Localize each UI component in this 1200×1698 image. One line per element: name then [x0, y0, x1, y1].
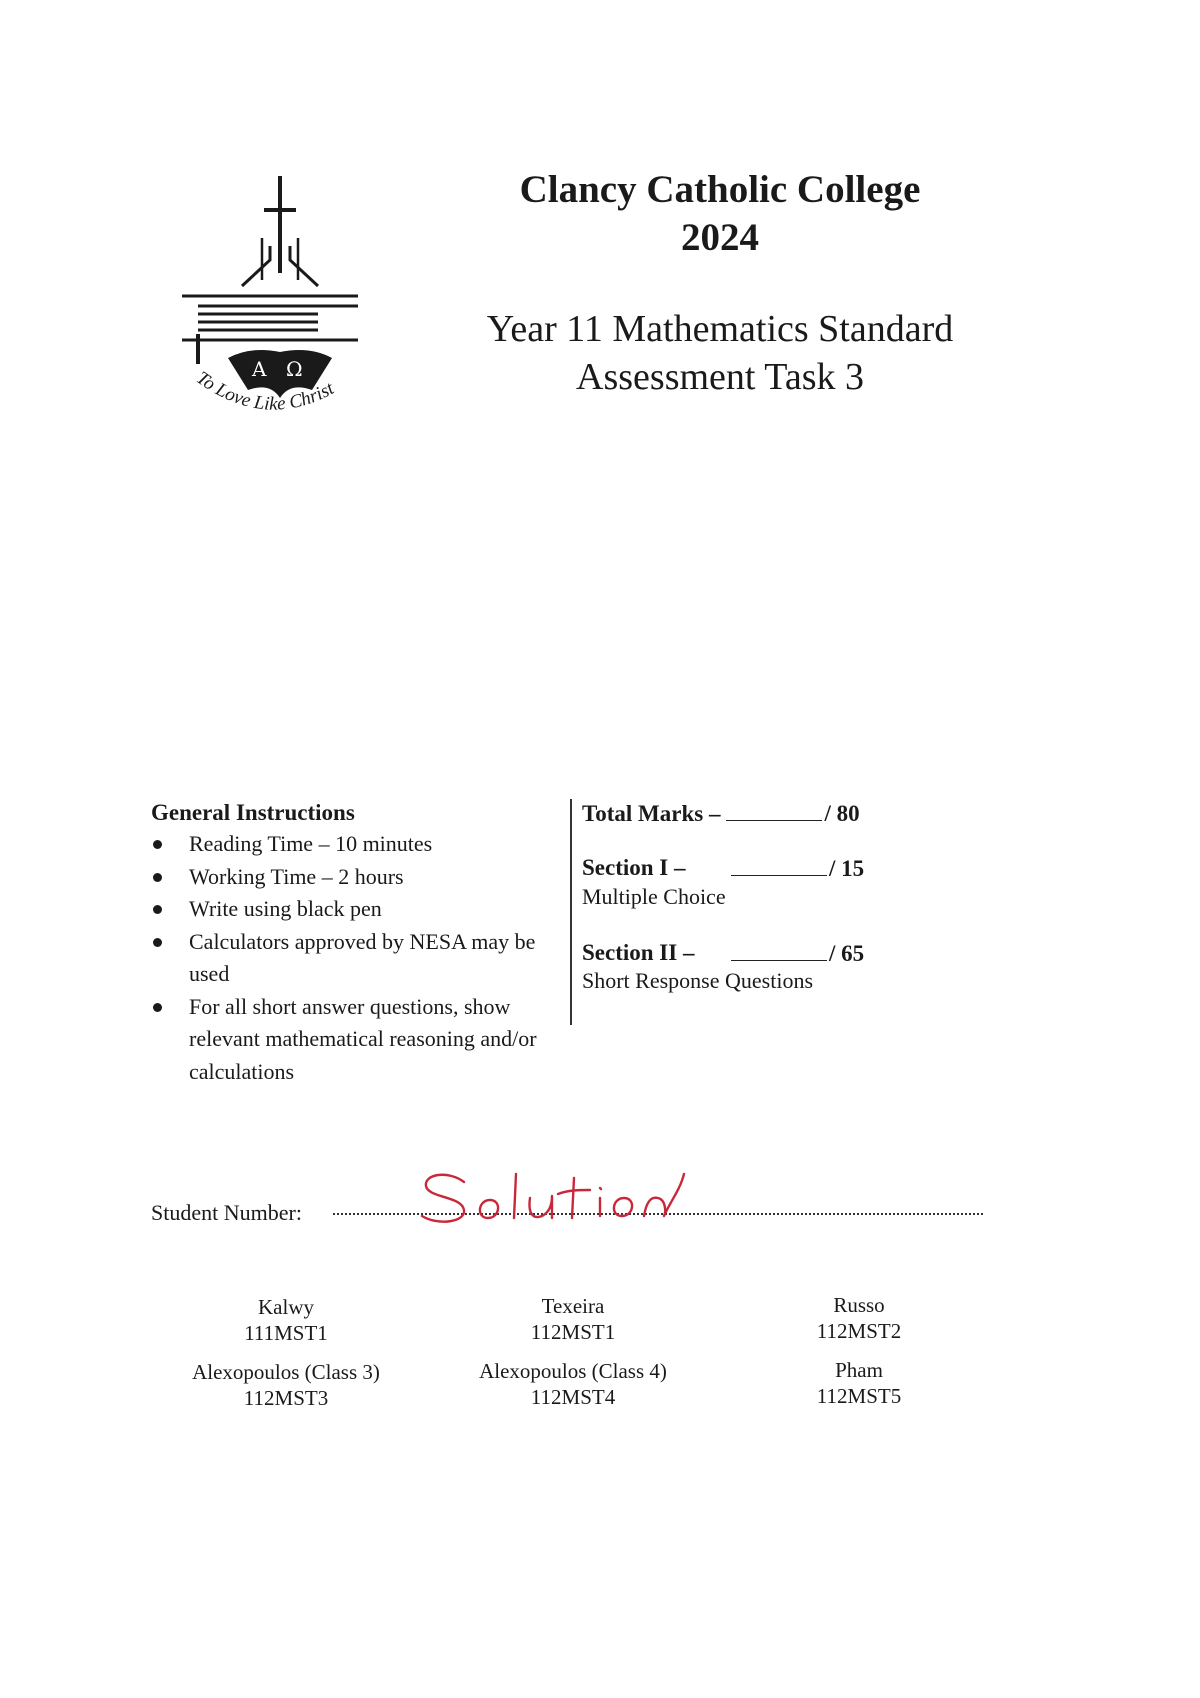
- teacher-class: 112MST1: [530, 1320, 616, 1344]
- total-marks-row: [582, 800, 860, 827]
- section2-subtitle: Short Response Questions: [582, 968, 813, 993]
- svg-text:Ω: Ω: [286, 357, 303, 381]
- instruction-item: Calculators approved by NESA may be used: [151, 926, 571, 991]
- section2-label: Section II –: [582, 940, 695, 965]
- section2-row: [582, 940, 694, 966]
- teacher-name: Alexopoulos (Class 3): [192, 1360, 380, 1384]
- section1-blank[interactable]: [731, 855, 827, 876]
- student-number-label: Student Number:: [151, 1200, 302, 1225]
- section1-score: [731, 855, 864, 882]
- column-divider: [570, 799, 572, 1025]
- section1-out-of: / 15: [829, 856, 865, 881]
- teacher-name: Texeira: [541, 1294, 605, 1318]
- teacher-name: Alexopoulos (Class 4): [479, 1359, 667, 1383]
- teacher-name: Pham: [835, 1358, 883, 1382]
- task-title: Assessment Task 3: [576, 356, 864, 398]
- instruction-item: Working Time – 2 hours: [151, 861, 571, 894]
- handwritten-solutions: [418, 1160, 688, 1230]
- teacher-class: 112MST4: [530, 1385, 616, 1409]
- course-title: Year 11 Mathematics Standard: [486, 308, 954, 350]
- teacher-class: 112MST3: [243, 1386, 329, 1410]
- instructions-heading: General Instructions: [151, 800, 355, 825]
- teacher-entry: [156, 1294, 416, 1346]
- section1-subtitle: Multiple Choice: [582, 884, 726, 909]
- teacher-class: 112MST2: [816, 1319, 902, 1343]
- teacher-entry: [156, 1359, 416, 1411]
- teacher-entry: [443, 1293, 703, 1345]
- total-marks-label: Total Marks –: [582, 801, 721, 826]
- total-marks-blank[interactable]: [726, 800, 822, 821]
- exam-year: 2024: [681, 216, 759, 259]
- total-marks-out-of: / 80: [824, 801, 860, 826]
- college-crest-icon: [180, 168, 380, 438]
- school-name: Clancy Catholic College: [519, 168, 921, 211]
- teacher-entry: [729, 1357, 989, 1409]
- teacher-name: Russo: [833, 1293, 885, 1317]
- teacher-entry: [729, 1292, 989, 1344]
- section1-label: Section I –: [582, 855, 686, 880]
- svg-text:A: A: [252, 357, 267, 381]
- section2-score: [731, 940, 864, 967]
- section1-row: [582, 855, 686, 881]
- instruction-item: Write using black pen: [151, 893, 571, 926]
- instruction-item: For all short answer questions, show relevant mathematical reasoning and/or calculations: [151, 991, 571, 1089]
- teacher-entry: [443, 1358, 703, 1410]
- teacher-name: Kalwy: [258, 1295, 314, 1319]
- teacher-class: 111MST1: [244, 1321, 328, 1345]
- instructions-list: [151, 828, 571, 1088]
- instruction-item: Reading Time – 10 minutes: [151, 828, 571, 861]
- svg-text:To Love Like Christ: To Love Like Christ: [192, 367, 338, 415]
- section2-blank[interactable]: [731, 940, 827, 961]
- teacher-class: 112MST5: [816, 1384, 902, 1408]
- section2-out-of: / 65: [829, 941, 865, 966]
